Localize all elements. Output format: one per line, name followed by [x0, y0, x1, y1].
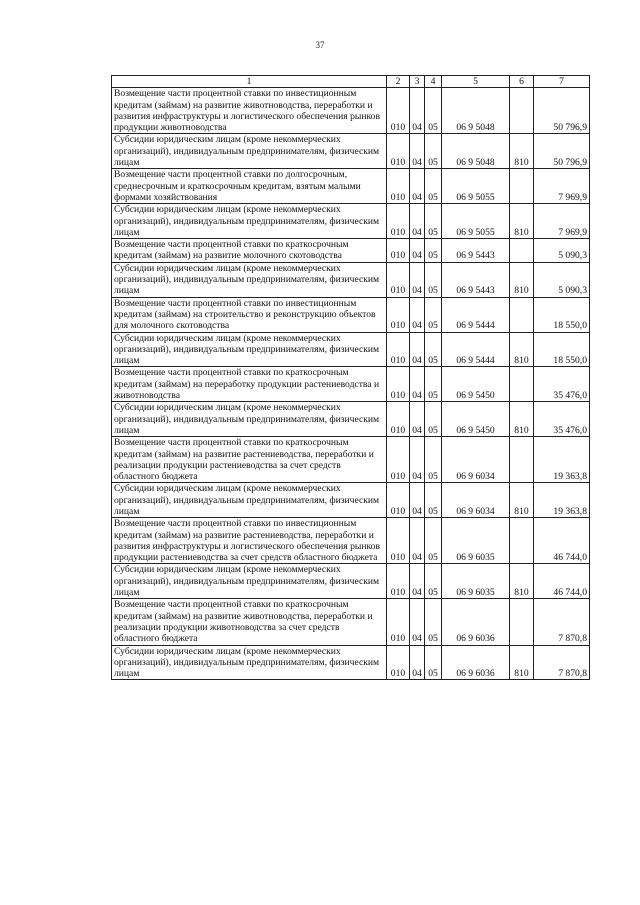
row-code-6-cell — [510, 367, 534, 402]
table-row — [112, 204, 590, 239]
row-name-cell: Субсидии юридическим лицам (кроме некоммерческих организаций), индивидуальным предпринимателям, физическим лицам — [112, 332, 387, 367]
row-amount-cell: 19 363,8 — [534, 437, 590, 483]
row-code-5-cell: 06 9 6034 — [442, 483, 510, 518]
row-code-5-cell: 06 9 6035 — [442, 518, 510, 564]
row-code-6-cell — [510, 88, 534, 134]
header-col-3: 3 — [410, 76, 425, 88]
row-name-cell: Возмещение части процентной ставки по инвестиционным кредитам (займам) на развитие животноводства, переработки и развития инфраструктуры и логистического обеспечения рынков продукции животноводства — [112, 88, 387, 134]
row-code-6-cell: 810 — [510, 332, 534, 367]
row-amount-cell: 35 476,0 — [534, 367, 590, 402]
table-row — [112, 169, 590, 204]
row-amount-cell: 7 870,8 — [534, 645, 590, 680]
row-code-2-cell: 010 — [387, 297, 410, 332]
table-row — [112, 483, 590, 518]
row-code-3-cell: 04 — [410, 332, 425, 367]
row-code-3-cell: 04 — [410, 262, 425, 297]
row-code-2-cell: 010 — [387, 564, 410, 599]
row-code-6-cell — [510, 518, 534, 564]
row-code-4-cell: 05 — [425, 483, 442, 518]
table-row — [112, 599, 590, 645]
header-col-5: 5 — [442, 76, 510, 88]
row-code-2-cell: 010 — [387, 239, 410, 263]
row-code-3-cell: 04 — [410, 88, 425, 134]
row-code-2-cell: 010 — [387, 169, 410, 204]
row-amount-cell: 50 796,9 — [534, 88, 590, 134]
row-code-5-cell: 06 9 6034 — [442, 437, 510, 483]
row-code-3-cell: 04 — [410, 204, 425, 239]
row-amount-cell: 35 476,0 — [534, 402, 590, 437]
row-code-3-cell: 04 — [410, 645, 425, 680]
row-amount-cell: 18 550,0 — [534, 297, 590, 332]
row-code-3-cell: 04 — [410, 134, 425, 169]
row-code-3-cell: 04 — [410, 483, 425, 518]
table-row — [112, 645, 590, 680]
table-row — [112, 239, 590, 263]
row-code-2-cell: 010 — [387, 483, 410, 518]
row-code-4-cell: 05 — [425, 88, 442, 134]
row-code-3-cell: 04 — [410, 564, 425, 599]
budget-table — [111, 75, 590, 680]
row-code-2-cell: 010 — [387, 645, 410, 680]
row-code-6-cell: 810 — [510, 564, 534, 599]
row-name-cell: Субсидии юридическим лицам (кроме некоммерческих организаций), индивидуальным предпринимателям, физическим лицам — [112, 262, 387, 297]
row-code-5-cell: 06 9 5048 — [442, 88, 510, 134]
row-code-3-cell: 04 — [410, 169, 425, 204]
table-row — [112, 262, 590, 297]
table-row — [112, 402, 590, 437]
table-row — [112, 332, 590, 367]
table-row — [112, 134, 590, 169]
row-code-4-cell: 05 — [425, 564, 442, 599]
header-col-2: 2 — [387, 76, 410, 88]
row-code-4-cell: 05 — [425, 518, 442, 564]
header-col-4: 4 — [425, 76, 442, 88]
row-code-4-cell: 05 — [425, 169, 442, 204]
row-code-6-cell: 810 — [510, 402, 534, 437]
row-code-6-cell: 810 — [510, 262, 534, 297]
row-code-4-cell: 05 — [425, 134, 442, 169]
row-code-5-cell: 06 9 5055 — [442, 169, 510, 204]
row-code-4-cell: 05 — [425, 645, 442, 680]
row-name-cell: Субсидии юридическим лицам (кроме некоммерческих организаций), индивидуальным предпринимателям, физическим лицам — [112, 402, 387, 437]
table-row — [112, 297, 590, 332]
row-code-5-cell: 06 9 5444 — [442, 332, 510, 367]
header-col-1: 1 — [112, 76, 387, 88]
row-amount-cell: 46 744,0 — [534, 564, 590, 599]
row-code-6-cell — [510, 437, 534, 483]
row-name-cell: Субсидии юридическим лицам (кроме некоммерческих организаций), индивидуальным предпринимателям, физическим лицам — [112, 204, 387, 239]
row-code-4-cell: 05 — [425, 332, 442, 367]
row-name-cell: Субсидии юридическим лицам (кроме некоммерческих организаций), индивидуальным предпринимателям, физическим лицам — [112, 134, 387, 169]
row-code-3-cell: 04 — [410, 297, 425, 332]
row-code-2-cell: 010 — [387, 204, 410, 239]
row-code-5-cell: 06 9 5048 — [442, 134, 510, 169]
table-row — [112, 564, 590, 599]
header-col-7: 7 — [534, 76, 590, 88]
row-name-cell: Субсидии юридическим лицам (кроме некоммерческих организаций), индивидуальным предпринимателям, физическим лицам — [112, 564, 387, 599]
row-code-5-cell: 06 9 5055 — [442, 204, 510, 239]
row-name-cell: Возмещение части процентной ставки по инвестиционным кредитам (займам) на развитие растениеводства, переработки и развития инфраструктуры и логистического обеспечения рынков продукции растениеводства за счет средств областного бюджета — [112, 518, 387, 564]
row-code-5-cell: 06 9 5450 — [442, 367, 510, 402]
row-code-5-cell: 06 9 6036 — [442, 599, 510, 645]
row-code-3-cell: 04 — [410, 239, 425, 263]
row-name-cell: Возмещение части процентной ставки по долгосрочным, среднесрочным и краткосрочным кредитам, взятым малыми формами хозяйствования — [112, 169, 387, 204]
row-code-2-cell: 010 — [387, 402, 410, 437]
row-code-3-cell: 04 — [410, 518, 425, 564]
row-code-5-cell: 06 9 5444 — [442, 297, 510, 332]
row-code-5-cell: 06 9 6036 — [442, 645, 510, 680]
row-amount-cell: 46 744,0 — [534, 518, 590, 564]
row-code-6-cell: 810 — [510, 204, 534, 239]
row-code-2-cell: 010 — [387, 437, 410, 483]
row-code-6-cell: 810 — [510, 134, 534, 169]
row-name-cell: Возмещение части процентной ставки по краткосрочным кредитам (займам) на развитие растениеводства, переработки и реализации продукции растениеводства за счет средств областного бюджета — [112, 437, 387, 483]
row-name-cell: Возмещение части процентной ставки по краткосрочным кредитам (займам) на развитие животноводства, переработки и реализации продукции животноводства за счет средств областного бюджета — [112, 599, 387, 645]
row-amount-cell: 7 870,8 — [534, 599, 590, 645]
row-code-6-cell — [510, 297, 534, 332]
row-code-5-cell: 06 9 5443 — [442, 239, 510, 263]
row-code-6-cell: 810 — [510, 483, 534, 518]
row-amount-cell: 50 796,9 — [534, 134, 590, 169]
table-row — [112, 437, 590, 483]
row-code-6-cell — [510, 239, 534, 263]
row-amount-cell: 7 969,9 — [534, 204, 590, 239]
row-code-2-cell: 010 — [387, 599, 410, 645]
row-code-4-cell: 05 — [425, 204, 442, 239]
row-code-4-cell: 05 — [425, 599, 442, 645]
table-row — [112, 88, 590, 134]
row-amount-cell: 19 363,8 — [534, 483, 590, 518]
row-code-2-cell: 010 — [387, 332, 410, 367]
row-name-cell: Субсидии юридическим лицам (кроме некоммерческих организаций), индивидуальным предпринимателям, физическим лицам — [112, 645, 387, 680]
row-code-5-cell: 06 9 5450 — [442, 402, 510, 437]
table-body — [112, 88, 590, 680]
row-code-5-cell: 06 9 6035 — [442, 564, 510, 599]
page-number: 37 — [315, 40, 325, 50]
row-name-cell: Возмещение части процентной ставки по краткосрочным кредитам (займам) на развитие молочного скотоводства — [112, 239, 387, 263]
table-header-row — [112, 76, 590, 88]
row-code-3-cell: 04 — [410, 402, 425, 437]
table-row — [112, 367, 590, 402]
row-code-3-cell: 04 — [410, 599, 425, 645]
row-code-2-cell: 010 — [387, 518, 410, 564]
row-code-4-cell: 05 — [425, 239, 442, 263]
row-name-cell: Возмещение части процентной ставки по краткосрочным кредитам (займам) на переработку продукции растениеводства и животноводства — [112, 367, 387, 402]
row-code-4-cell: 05 — [425, 402, 442, 437]
row-amount-cell: 5 090,3 — [534, 262, 590, 297]
row-code-2-cell: 010 — [387, 134, 410, 169]
row-code-5-cell: 06 9 5443 — [442, 262, 510, 297]
row-code-4-cell: 05 — [425, 262, 442, 297]
row-code-3-cell: 04 — [410, 437, 425, 483]
row-code-3-cell: 04 — [410, 367, 425, 402]
row-amount-cell: 7 969,9 — [534, 169, 590, 204]
row-name-cell: Субсидии юридическим лицам (кроме некоммерческих организаций), индивидуальным предпринимателям, физическим лицам — [112, 483, 387, 518]
header-col-6: 6 — [510, 76, 534, 88]
row-code-2-cell: 010 — [387, 88, 410, 134]
row-code-4-cell: 05 — [425, 297, 442, 332]
row-code-4-cell: 05 — [425, 367, 442, 402]
row-name-cell: Возмещение части процентной ставки по инвестиционным кредитам (займам) на строительство и реконструкцию объектов для молочного скотоводства — [112, 297, 387, 332]
row-code-6-cell — [510, 599, 534, 645]
row-amount-cell: 18 550,0 — [534, 332, 590, 367]
row-code-2-cell: 010 — [387, 367, 410, 402]
table-row — [112, 518, 590, 564]
row-code-2-cell: 010 — [387, 262, 410, 297]
row-code-4-cell: 05 — [425, 437, 442, 483]
row-amount-cell: 5 090,3 — [534, 239, 590, 263]
row-code-6-cell — [510, 169, 534, 204]
row-code-6-cell: 810 — [510, 645, 534, 680]
